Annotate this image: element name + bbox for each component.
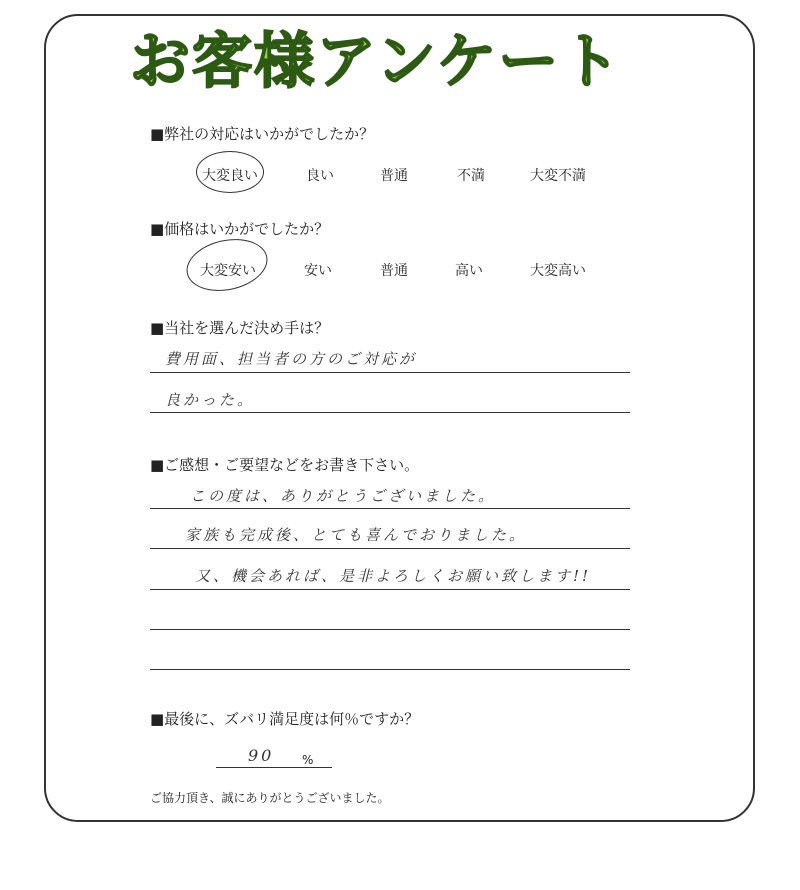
option-good: 良い	[306, 168, 334, 184]
option-very-good: 大変良い	[202, 168, 258, 184]
question-price: ■価格はいかがでしたか？	[150, 220, 330, 238]
answer-line	[150, 412, 630, 413]
option-dissatisfied: 不満	[457, 168, 485, 184]
option-cheap: 安い	[304, 263, 332, 279]
question-comments: ■ご感想・ご要望などをお書き下さい。	[150, 456, 420, 474]
answer-line	[150, 508, 630, 509]
handwritten-answer: この度は、ありがとうございました。	[190, 487, 497, 505]
survey-title: お客様アンケート	[130, 27, 623, 97]
option-very-dissatisfied: 大変不満	[530, 168, 586, 184]
thank-you-note: ご協力頂き、誠にありがとうございました。	[150, 791, 390, 805]
question-service: ■弊社の対応はいかがでしたか？	[150, 125, 375, 143]
option-expensive: 高い	[455, 263, 483, 279]
answer-line	[150, 589, 630, 590]
handwritten-answer: 又、機会あれば、是非よろしくお願い致します!!	[195, 567, 592, 585]
handwritten-answer: 良かった。	[165, 391, 256, 409]
option-very-cheap: 大変安い	[200, 263, 256, 279]
selection-circle	[196, 151, 264, 193]
option-normal: 普通	[380, 168, 408, 184]
answer-line	[150, 372, 630, 373]
handwritten-answer: 家族も完成後、とても喜んでおりました。	[185, 526, 528, 544]
answer-line	[150, 669, 630, 670]
question-decision: ■当社を選んだ決め手は？	[150, 319, 330, 337]
option-very-expensive: 大変高い	[530, 263, 586, 279]
satisfaction-value: 90	[248, 746, 275, 765]
question-satisfaction: ■最後に、ズバリ満足度は何％ですか？	[150, 710, 420, 728]
answer-line	[150, 629, 630, 630]
answer-line	[216, 767, 332, 768]
option-normal: 普通	[380, 263, 408, 279]
percent-unit: %	[302, 753, 314, 767]
answer-line	[150, 548, 630, 549]
handwritten-answer: 費用面、担当者の方のご対応が	[165, 350, 418, 368]
